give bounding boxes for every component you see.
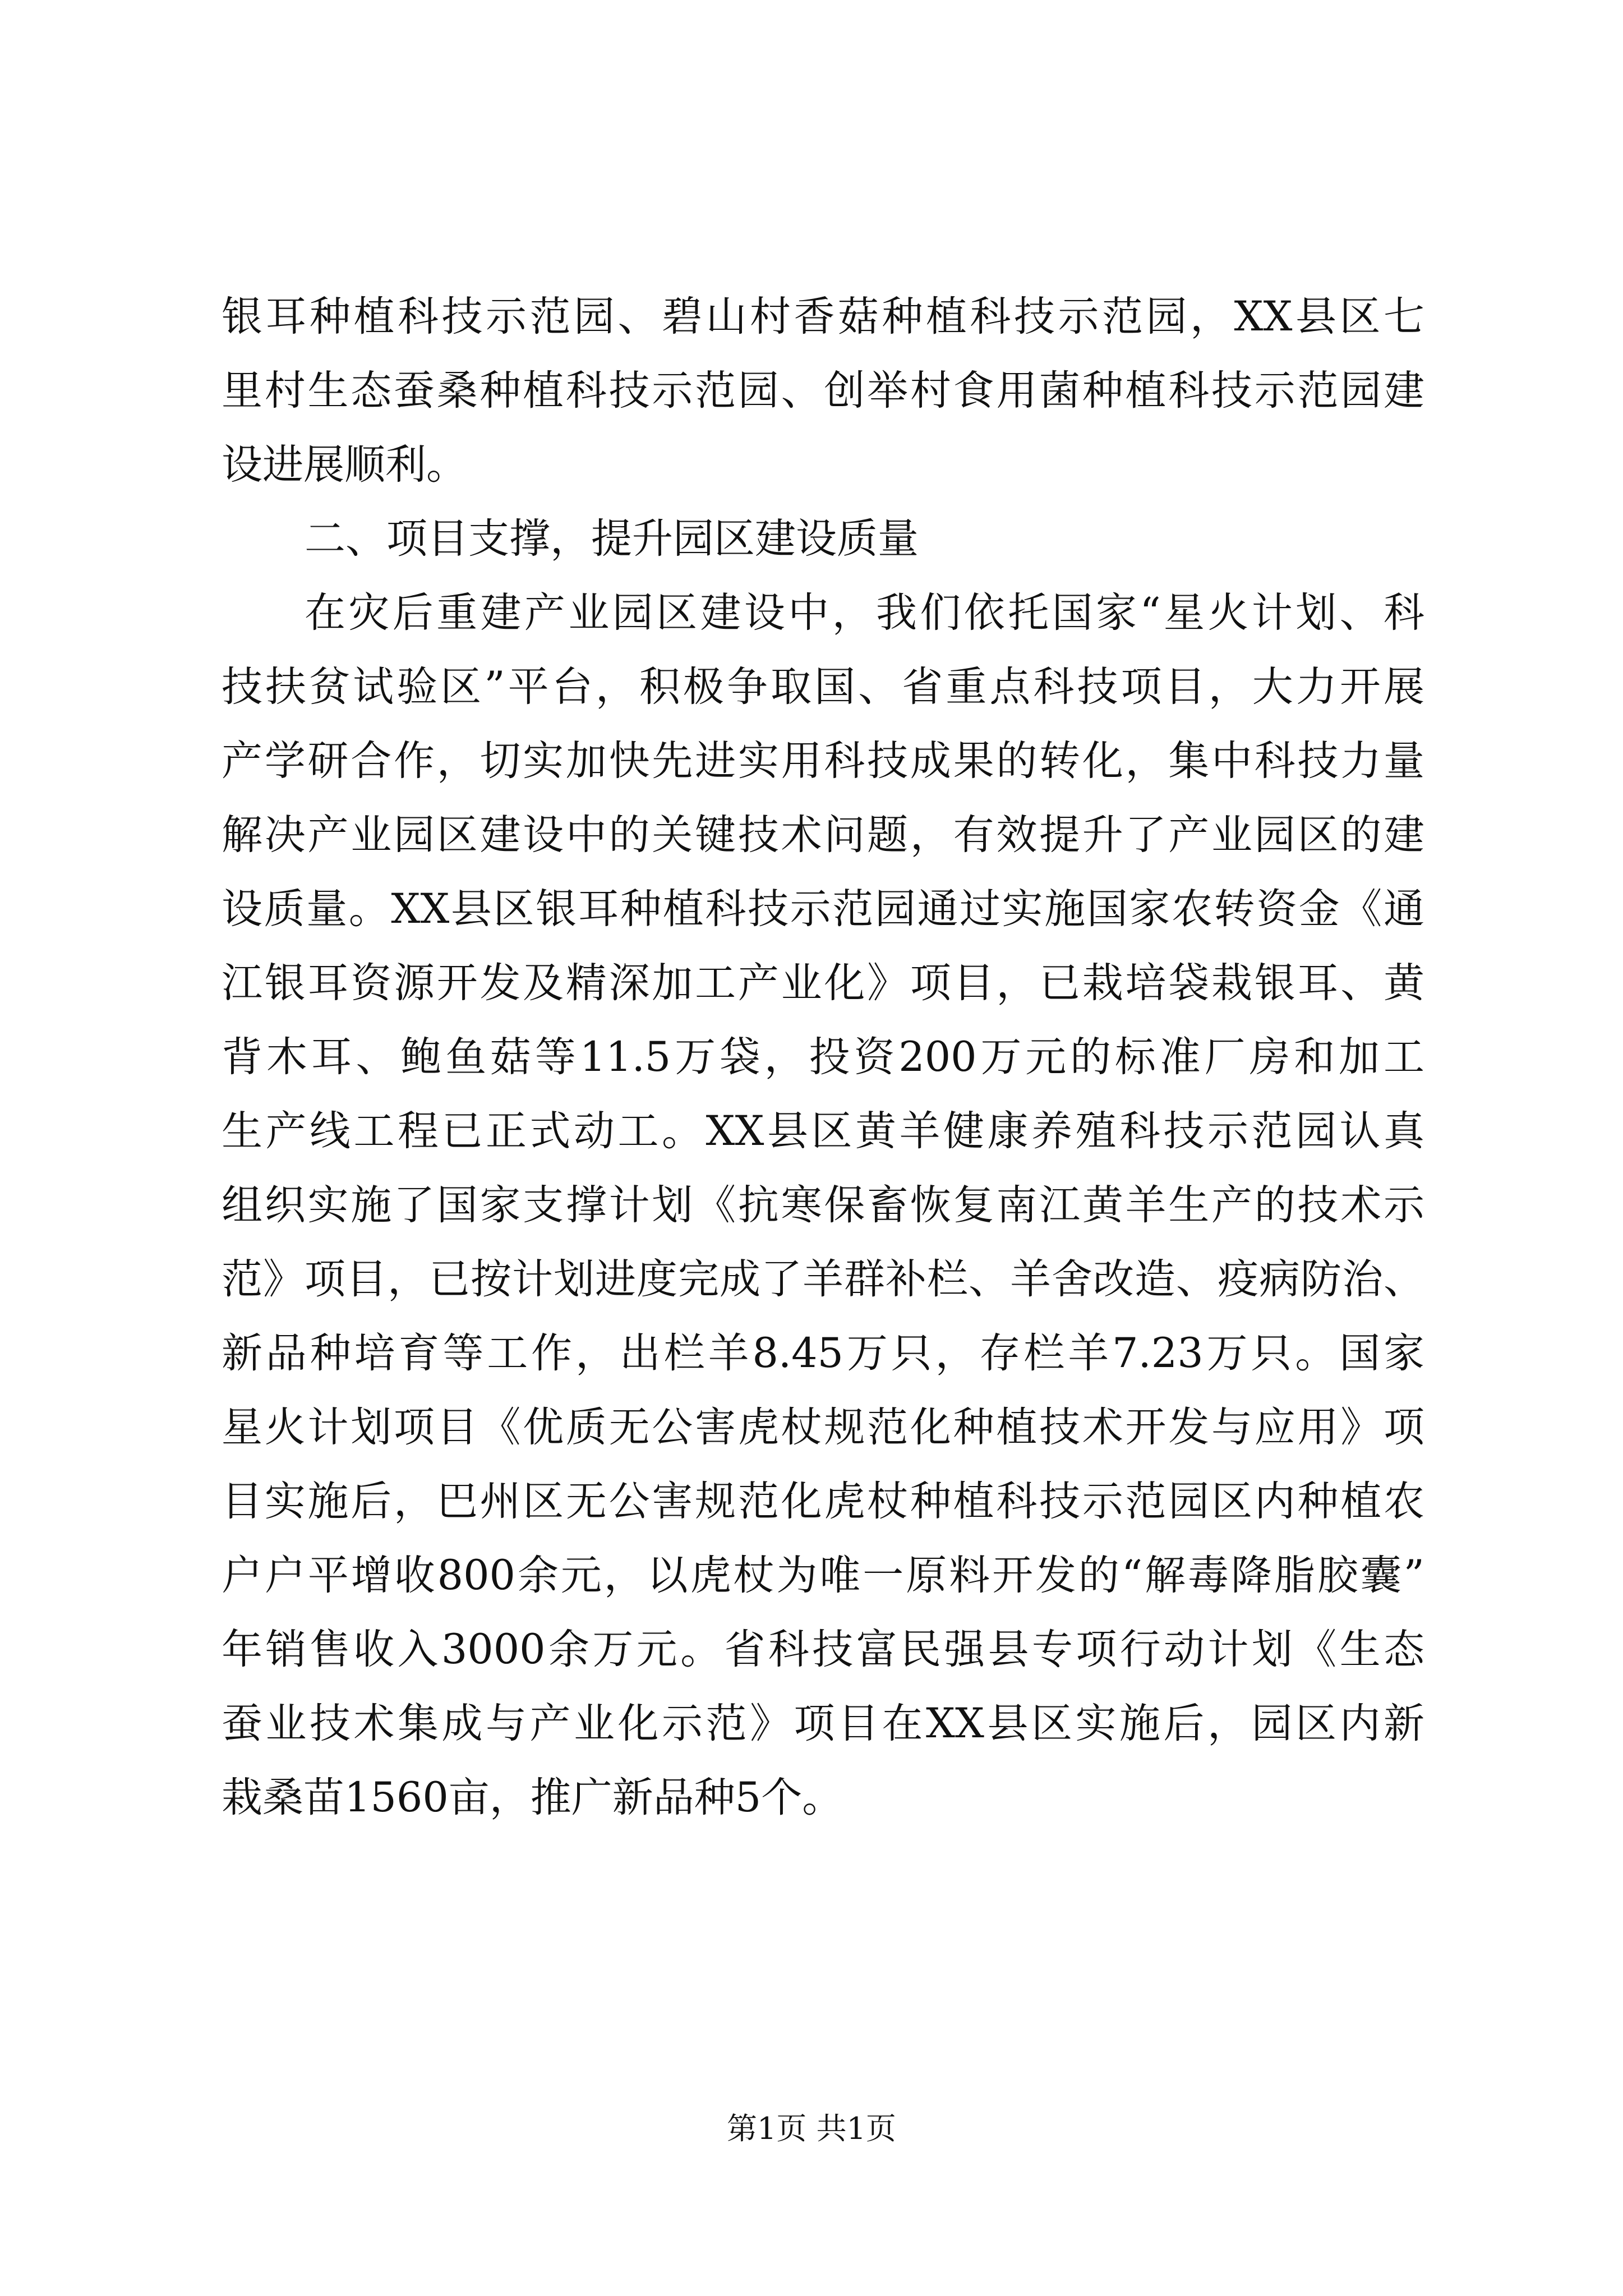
paragraph-2-line-5: 设质量。XX县区银耳种植科技示范园通过实施国家农转资金《通 (222, 885, 1424, 933)
paragraph-2-line-11: 新品种培育等工作，出栏羊8.45万只，存栏羊7.23万只。国家 (222, 1329, 1424, 1377)
paragraph-2-line-8: 生产线工程已正式动工。XX县区黄羊健康养殖科技示范园认真 (222, 1107, 1424, 1155)
paragraph-2-line-2: 技扶贫试验区”平台，积极争取国、省重点科技项目，大力开展 (222, 663, 1424, 711)
paragraph-2-line-10: 范》项目，已按计划进度完成了羊群补栏、羊舍改造、疫病防治、 (222, 1255, 1424, 1303)
page-number-footer: 第1页 共1页 (727, 2111, 896, 2146)
paragraph-2-line-6: 江银耳资源开发及精深加工产业化》项目，已栽培袋栽银耳、黄 (222, 959, 1424, 1007)
paragraph-2-line-12: 星火计划项目《优质无公害虎杖规范化种植技术开发与应用》项 (222, 1404, 1424, 1451)
paragraph-2-line-17: 栽桑苗1560亩，推广新品种5个。 (222, 1774, 843, 1821)
paragraph-2-line-15: 年销售收入3000余万元。省科技富民强县专项行动计划《生态 (222, 1626, 1424, 1673)
paragraph-2-line-13: 目实施后，巴州区无公害规范化虎杖种植科技示范园区内种植农 (222, 1478, 1424, 1525)
paragraph-2-line-3: 产学研合作，切实加快先进实用科技成果的转化，集中科技力量 (222, 737, 1424, 785)
paragraph-2-line-1: 在灾后重建产业园区建设中，我们依托国家“星火计划、科 (305, 589, 1424, 637)
paragraph-2-line-16: 蚕业技术集成与产业化示范》项目在XX县区实施后，园区内新 (222, 1700, 1424, 1747)
paragraph-2-line-7: 背木耳、鲍鱼菇等11.5万袋，投资200万元的标准厂房和加工 (222, 1033, 1424, 1081)
paragraph-2-line-14: 户户平增收800余元，以虎杖为唯一原料开发的“解毒降脂胶囊” (222, 1552, 1424, 1599)
paragraph-2-line-9: 组织实施了国家支撑计划《抗寒保畜恢复南江黄羊生产的技术示 (222, 1181, 1424, 1229)
section-heading: 二、项目支撑，提升园区建设质量 (305, 515, 919, 563)
paragraph-2-line-4: 解决产业园区建设中的关键技术问题，有效提升了产业园区的建 (222, 811, 1424, 859)
paragraph-1-line-1: 银耳种植科技示范园、碧山村香菇种植科技示范园，XX县区七 (222, 293, 1424, 341)
paragraph-1-line-3: 设进展顺利。 (222, 441, 467, 489)
paragraph-1-line-2: 里村生态蚕桑种植科技示范园、创举村食用菌种植科技示范园建 (222, 367, 1424, 415)
